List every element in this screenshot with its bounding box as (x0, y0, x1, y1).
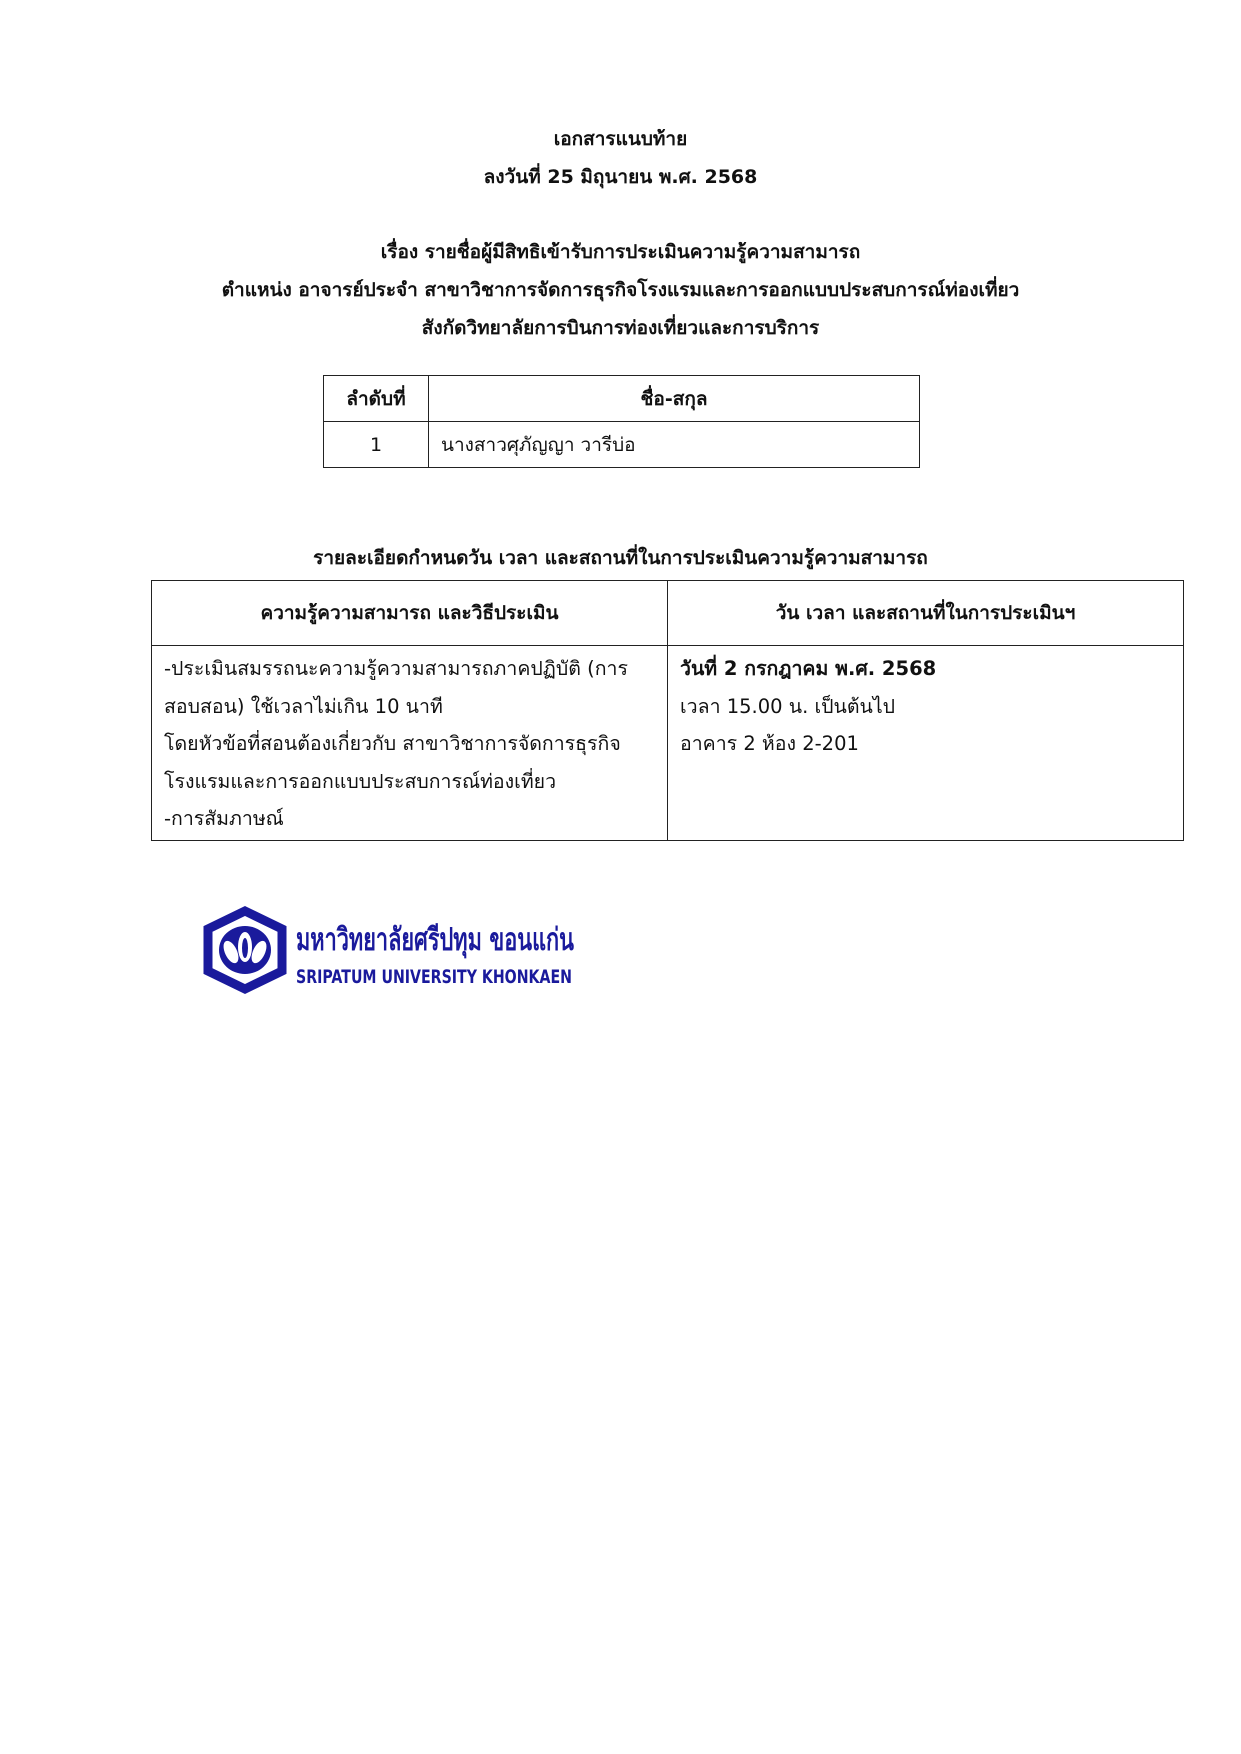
logo-thai-name: มหาวิทยาลัยศรีปทุม ขอนแก่น (296, 922, 694, 958)
table-row (324, 422, 920, 468)
logo-english-name: SRIPATUM UNIVERSITY KHONKAEN (296, 966, 572, 988)
method-line: -การสัมภาษณ์ (164, 807, 284, 830)
schedule-datetime-cell (668, 646, 1184, 841)
row-name: นางสาวศุภัญญา วารีบ่อ (429, 422, 920, 468)
university-logo (200, 905, 694, 995)
schedule-title: รายละเอียดกำหนดวัน เวลา และสถานที่ในการประเมินความรู้ความสามารถ (313, 547, 928, 569)
row-no: 1 (324, 422, 429, 468)
document-title: เอกสารแนบท้าย (553, 128, 688, 150)
schedule-table (151, 580, 1184, 841)
university-emblem-icon (200, 905, 694, 995)
names-header-no: ลำดับที่ (324, 376, 429, 422)
document-position: ตำแหน่ง อาจารย์ประจำ สาขาวิชาการจัดการธุรกิจโรงแรมและการออกแบบประสบการณ์ท่องเที่ยว (221, 279, 1020, 301)
document-date: ลงวันที่ 25 มิถุนายน พ.ศ. 2568 (483, 166, 758, 188)
names-table-header-row (324, 376, 920, 422)
names-header-name: ชื่อ-สกุล (429, 376, 920, 422)
schedule-date: วันที่ 2 กรกฎาคม พ.ศ. 2568 (680, 657, 937, 680)
method-line: -ประเมินสมรรถนะความรู้ความสามารถภาคปฏิบัติ (การ (164, 657, 628, 680)
method-line: สอบสอน) ใช้เวลาไม่เกิน 10 นาที (164, 694, 443, 718)
method-line: โรงแรมและการออกแบบประสบการณ์ท่องเที่ยว (164, 769, 557, 793)
schedule-place: อาคาร 2 ห้อง 2-201 (680, 732, 859, 755)
names-table (323, 375, 920, 468)
schedule-time: เวลา 15.00 น. เป็นต้นไป (680, 694, 896, 718)
schedule-header-row (152, 581, 1184, 646)
table-row (152, 646, 1184, 841)
schedule-header-datetime: วัน เวลา และสถานที่ในการประเมินฯ (668, 581, 1184, 646)
schedule-method-cell (152, 646, 668, 841)
method-line: โดยหัวข้อที่สอนต้องเกี่ยวกับ สาขาวิชาการจัดการธุรกิจ (164, 732, 621, 755)
document-subject: เรื่อง รายชื่อผู้มีสิทธิเข้ารับการประเมินความรู้ความสามารถ (380, 241, 861, 263)
schedule-header-method: ความรู้ความสามารถ และวิธีประเมิน (152, 581, 668, 646)
document-affiliation: สังกัดวิทยาลัยการบินการท่องเที่ยวและการบริการ (421, 317, 820, 339)
